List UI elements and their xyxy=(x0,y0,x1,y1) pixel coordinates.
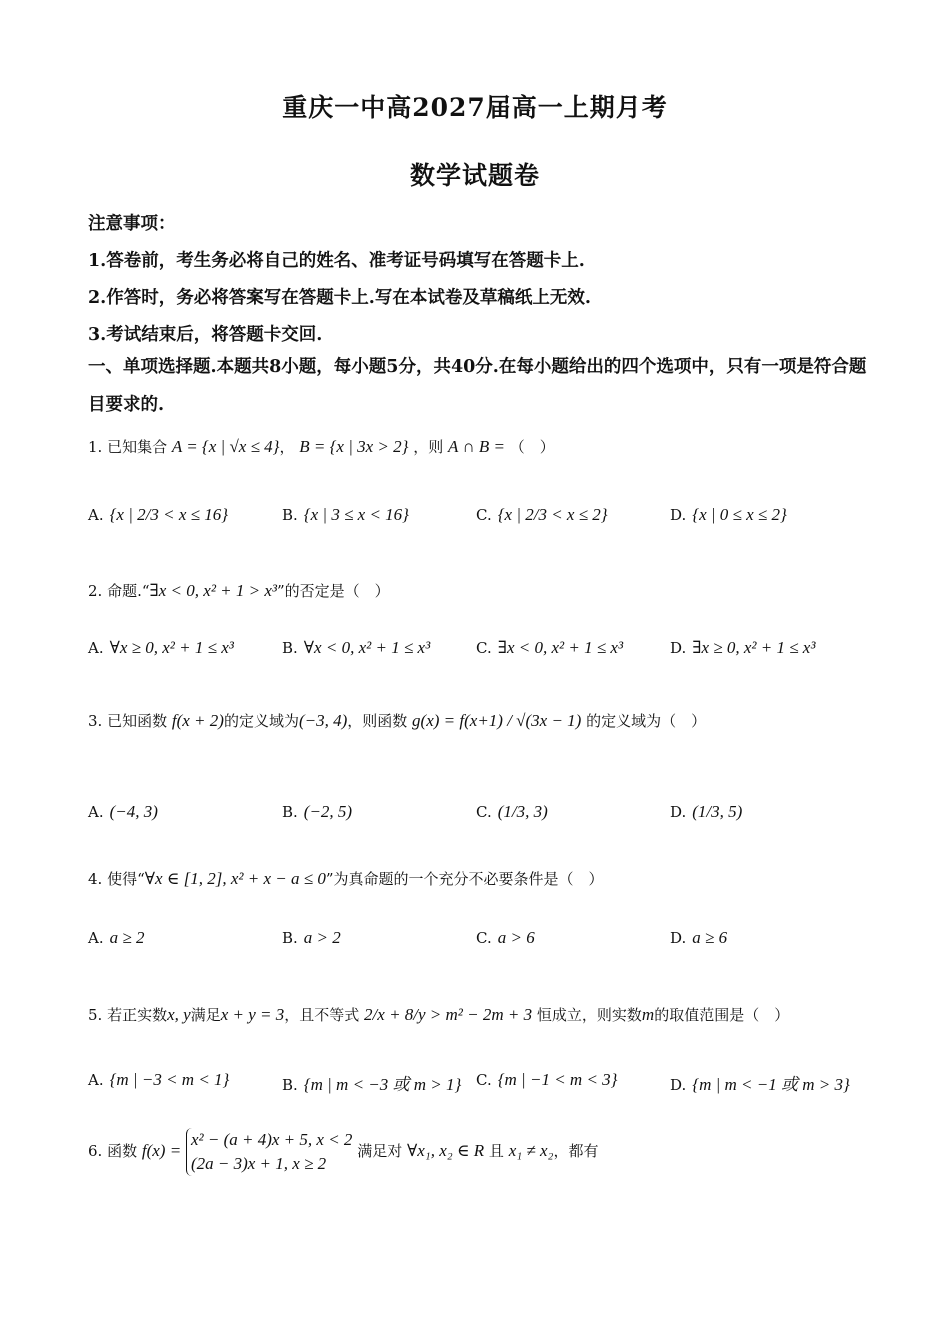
question-6-mid2: 且 xyxy=(488,1141,504,1160)
question-5-mid: 满足 xyxy=(190,1006,221,1024)
question-5-mid3: 恒成立，则实数 xyxy=(536,1006,642,1024)
option-math: {m | m < −1 或 m > 3} xyxy=(692,1075,850,1094)
option-label: D. xyxy=(670,506,687,524)
option-math: ∀x ≥ 0, x² + 1 ≤ x³ xyxy=(109,638,234,657)
question-6-case-2: (2a − 3)x + 1, x ≥ 2 xyxy=(190,1153,327,1173)
question-6-func: f(x) = xyxy=(141,1140,182,1160)
option-math: ∃x ≥ 0, x² + 1 ≤ x³ xyxy=(692,638,816,657)
option-label: B. xyxy=(282,803,298,821)
q1-option-c xyxy=(476,505,608,525)
notice-heading: 注意事项： xyxy=(88,214,176,234)
question-5-tail: 的取值范围是（ ） xyxy=(654,1006,790,1024)
q1-option-d xyxy=(670,505,787,525)
option-label: C. xyxy=(476,506,492,524)
question-3-interval: (−3, 4) xyxy=(298,711,348,730)
question-5-inequality: 2/x + 8/y > m² − 2m + 3 xyxy=(364,1005,533,1024)
question-5-prefix: 5. 若正实数 xyxy=(88,1006,168,1024)
option-label: D. xyxy=(670,803,687,821)
option-label: A. xyxy=(88,1071,104,1089)
question-4-prefix: 4. 使得“ xyxy=(88,870,145,888)
q4-option-d xyxy=(670,928,727,948)
question-2-prefix: 2. 命题.“ xyxy=(88,582,150,600)
notice-item-1: 1.答卷前，考生务必将自己的姓名、准考证号码填写在答题卡上. xyxy=(88,251,585,271)
question-6-prefix: 6. 函数 xyxy=(88,1141,138,1160)
q2-option-d xyxy=(670,638,815,658)
option-label: A. xyxy=(88,803,104,821)
question-1-set-a: A = {x | √x ≤ 4} xyxy=(171,437,280,456)
notice-item-3: 3.考试结束后，将答题卡交回. xyxy=(88,325,323,345)
question-6-piecewise xyxy=(186,1128,352,1176)
option-math: {m | −3 < m < 1} xyxy=(109,1070,230,1089)
option-math: (1/3, 5) xyxy=(692,802,743,821)
question-1-prefix: 1. 已知集合 xyxy=(88,438,168,456)
question-5 xyxy=(88,1004,789,1025)
q3-option-d xyxy=(670,802,742,822)
option-math: a ≥ 6 xyxy=(692,928,728,947)
option-label: A. xyxy=(88,506,104,524)
option-math: {m | m < −3 或 m > 1} xyxy=(303,1075,462,1094)
option-math: {x | 2/3 < x ≤ 16} xyxy=(109,505,228,524)
question-3-domain-func: f(x + 2) xyxy=(171,711,224,730)
q4-option-b xyxy=(282,928,341,948)
question-4-math: ∀x ∈ [1, 2], x² + x − a ≤ 0 xyxy=(144,869,326,888)
q4-option-c xyxy=(476,928,535,948)
question-3 xyxy=(88,710,706,731)
question-5-mid2: ，且不等式 xyxy=(284,1006,360,1024)
option-math: (−4, 3) xyxy=(109,802,158,821)
option-math: {m | −1 < m < 3} xyxy=(497,1070,618,1089)
q5-option-b xyxy=(282,1070,461,1095)
option-math: ∀x < 0, x² + 1 ≤ x³ xyxy=(303,638,431,657)
question-2 xyxy=(88,580,390,601)
exam-title: 重庆一中高2027届高一上期月考 xyxy=(282,93,668,122)
question-3-func-g: g(x) = f(x+1) / √(3x − 1) xyxy=(412,711,582,730)
option-label: C. xyxy=(476,929,492,947)
question-3-tail: 的定义域为（ ） xyxy=(586,712,707,730)
option-label: C. xyxy=(476,803,492,821)
option-math: {x | 2/3 < x ≤ 2} xyxy=(497,505,608,524)
q2-option-a xyxy=(88,638,234,658)
q3-option-b xyxy=(282,802,352,822)
q3-option-c xyxy=(476,802,548,822)
option-label: C. xyxy=(476,1071,492,1089)
question-6-neq: x₁ ≠ x₂ xyxy=(508,1140,554,1160)
question-1 xyxy=(88,436,555,457)
question-1-sep: ， xyxy=(279,438,295,456)
q2-option-c xyxy=(476,638,623,658)
question-5-constraint: x + y = 3 xyxy=(220,1005,285,1024)
notice-item-2: 2.作答时，务必将答案写在答题卡上.写在本试卷及草稿纸上无效. xyxy=(88,288,591,308)
option-math: (−2, 5) xyxy=(303,802,353,821)
question-6-forall: ∀x₁, x₂ ∈ R xyxy=(407,1140,485,1160)
option-label: B. xyxy=(282,506,298,524)
option-math: a > 2 xyxy=(303,928,341,947)
question-5-vars: x, y xyxy=(167,1005,191,1024)
question-1-tail: ，则 xyxy=(413,438,444,456)
option-label: D. xyxy=(670,639,687,657)
option-label: B. xyxy=(282,929,298,947)
question-4-tail: ”为真命题的一个充分不必要条件是（ ） xyxy=(325,870,604,888)
question-1-set-b: B = {x | 3x > 2} xyxy=(299,437,409,456)
question-1-intersection: A ∩ B = xyxy=(448,437,505,456)
q4-option-a xyxy=(88,928,144,948)
option-math: a ≥ 2 xyxy=(109,928,145,947)
exam-subtitle: 数学试题卷 xyxy=(409,161,540,190)
question-6-tail: ，都有 xyxy=(553,1141,599,1160)
q1-option-a xyxy=(88,505,228,525)
question-6 xyxy=(88,1128,598,1176)
option-math: a > 6 xyxy=(497,928,535,947)
option-label: B. xyxy=(282,1076,298,1094)
section-heading: 一、单项选择题.本题共8小题，每小题5分，共40分.在每小题给出的四个选项中，只有一项是符合题目要求的. xyxy=(88,357,867,415)
question-3-mid2: ，则函数 xyxy=(347,712,408,730)
question-3-prefix: 3. 已知函数 xyxy=(88,712,168,730)
question-4 xyxy=(88,868,604,889)
question-3-mid: 的定义域为 xyxy=(223,712,299,730)
q2-option-b xyxy=(282,638,430,658)
option-label: D. xyxy=(670,1076,687,1094)
option-label: D. xyxy=(670,929,687,947)
question-2-tail: ”的否定是（ ） xyxy=(277,582,390,600)
question-6-case-1: x² − (a + 4)x + 5, x < 2 xyxy=(190,1130,353,1149)
option-math: (1/3, 3) xyxy=(497,802,548,821)
q1-option-b xyxy=(282,505,409,525)
option-math: {x | 0 ≤ x ≤ 2} xyxy=(692,505,787,524)
q3-option-a xyxy=(88,802,158,822)
question-5-var-m: m xyxy=(641,1005,655,1024)
question-6-mid: 满足对 xyxy=(357,1141,403,1160)
option-math: ∃x < 0, x² + 1 ≤ x³ xyxy=(497,638,624,657)
q5-option-a xyxy=(88,1070,229,1090)
option-label: B. xyxy=(282,639,298,657)
option-label: C. xyxy=(476,639,492,657)
q5-option-c xyxy=(476,1070,617,1090)
question-2-math: ∃x < 0, x² + 1 > x³ xyxy=(149,581,277,600)
option-label: A. xyxy=(88,929,104,947)
option-math: {x | 3 ≤ x < 16} xyxy=(303,505,409,524)
q5-option-d xyxy=(670,1070,850,1095)
option-label: A. xyxy=(88,639,104,657)
question-1-end: （ ） xyxy=(509,438,555,456)
